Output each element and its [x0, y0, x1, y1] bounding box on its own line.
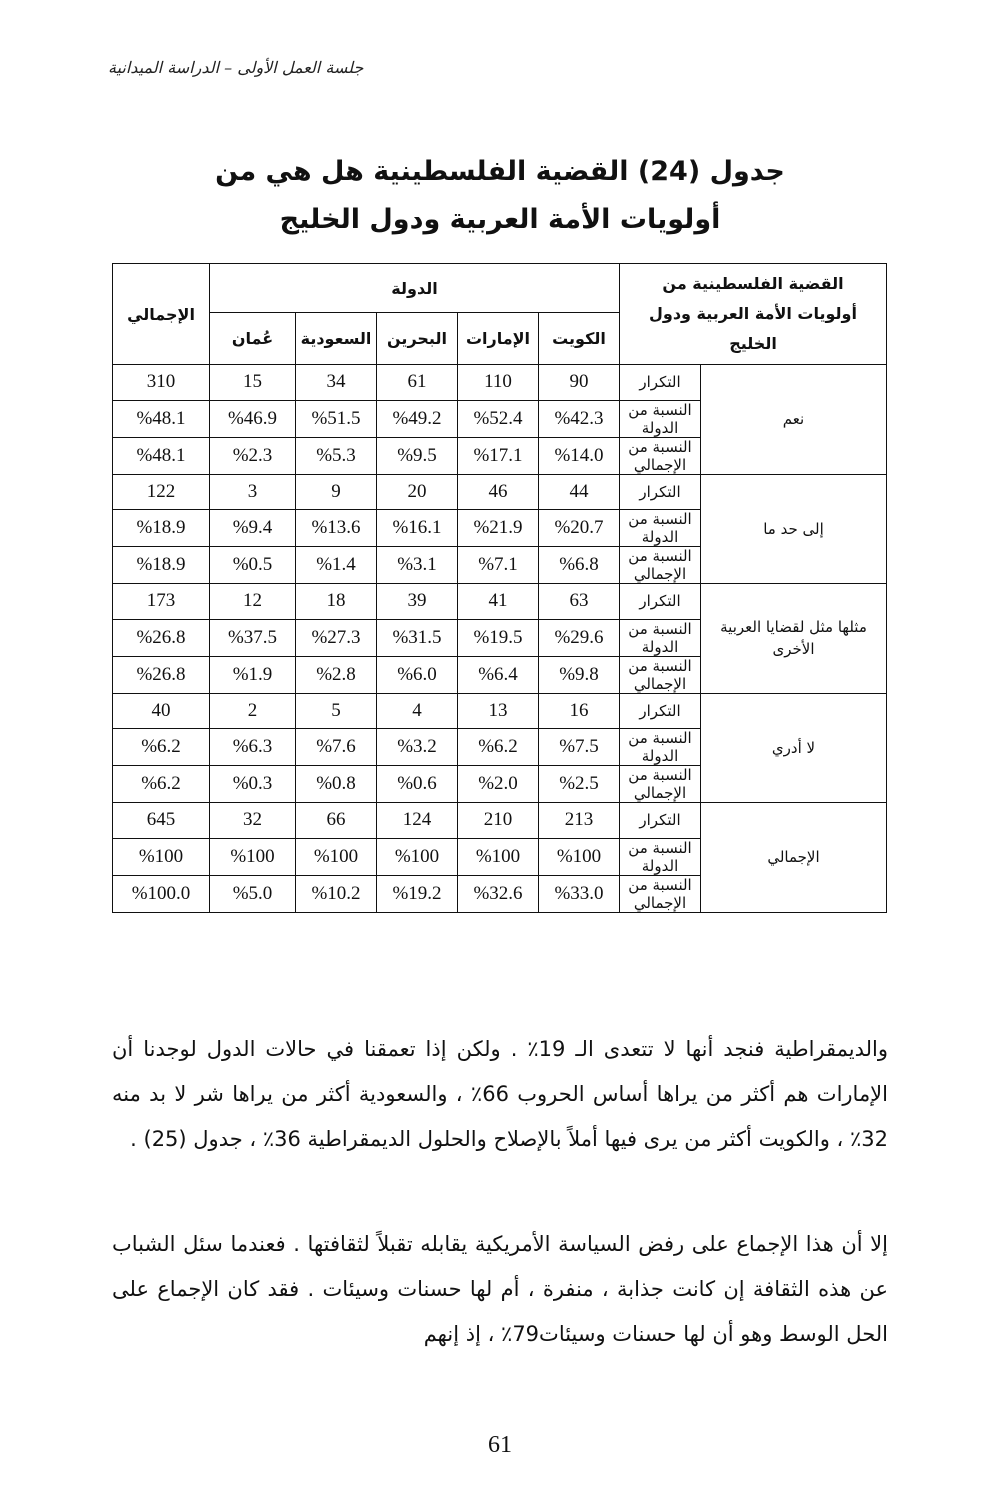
table-cell: %51.5: [296, 400, 377, 437]
total-header: الإجمالي: [113, 264, 210, 365]
country-header: الكويت: [539, 313, 620, 365]
country-header: البحرين: [377, 313, 458, 365]
table-cell: 4: [377, 693, 458, 729]
paragraph-1: والديمقراطية فنجد أنها لا تتعدى الـ 19٪ . ولكن إذا تعمقنا في حالات الدول لوجدنا أن الإمارات هم أكثر من يراها أساس الحروب 66٪ ، والسعودية أكثر من يراها شر لا بد منه 32٪ ، والكويت أكثر من يرى فيها أملاً بالإصلاح والحلول الديمقراطية 36٪ ، جدول (25) .: [112, 1037, 888, 1151]
table-cell: %5.3: [296, 437, 377, 474]
country-header: السعودية: [296, 313, 377, 365]
table-cell: %6.0: [377, 656, 458, 693]
row-label: النسبة من الإجمالي: [620, 547, 701, 584]
row-label: النسبة من الإجمالي: [620, 656, 701, 693]
table-cell: %16.1: [377, 510, 458, 547]
table-cell: 3: [210, 474, 296, 510]
table-row: [113, 474, 887, 510]
total-cell: %26.8: [113, 656, 210, 693]
answer-group-label: نعم: [701, 365, 887, 475]
row-label: النسبة من الإجمالي: [620, 766, 701, 803]
table-cell: %17.1: [458, 437, 539, 474]
table-row: [113, 584, 887, 620]
table-cell: %2.5: [539, 766, 620, 803]
paragraph-2: إلا أن هذا الإجماع على رفض السياسة الأمريكية يقابله تقبلاً لثقافتها . فعندما سئل الشباب عن هذه الثقافة إن كانت جذابة ، منفرة ، أم لها حسنات وسيئات . فقد كان الإجماع على الحل الوسط وهو أن لها حسنات وسيئات79٪ ، إذ إنهم: [112, 1232, 888, 1346]
table-cell: 34: [296, 365, 377, 401]
table-cell: %32.6: [458, 875, 539, 912]
country-header: عُمان: [210, 313, 296, 365]
answer-group-label: إلى حد ما: [701, 474, 887, 584]
total-cell: %26.8: [113, 619, 210, 656]
table-cell: 213: [539, 803, 620, 839]
row-label: النسبة من الإجمالي: [620, 437, 701, 474]
total-cell: %6.2: [113, 729, 210, 766]
table-row: [113, 803, 887, 839]
total-cell: %100: [113, 838, 210, 875]
table-cell: %3.1: [377, 547, 458, 584]
table-cell: 16: [539, 693, 620, 729]
answer-group-label: مثلها مثل لقضايا العربية الأخرى: [701, 584, 887, 694]
row-label: النسبة من الدولة: [620, 838, 701, 875]
running-header: جلسة العمل الأولى – الدراسة الميدانية: [108, 58, 364, 77]
table-cell: %31.5: [377, 619, 458, 656]
table-cell: 15: [210, 365, 296, 401]
table-cell: %37.5: [210, 619, 296, 656]
table-cell: %2.8: [296, 656, 377, 693]
row-label: التكرار: [620, 803, 701, 839]
table-cell: 110: [458, 365, 539, 401]
table-cell: %7.1: [458, 547, 539, 584]
table-title-line-2: أولويات الأمة العربية ودول الخليج: [279, 204, 721, 235]
table-cell: %7.6: [296, 729, 377, 766]
total-cell: %6.2: [113, 766, 210, 803]
table-cell: 124: [377, 803, 458, 839]
total-cell: %18.9: [113, 510, 210, 547]
table-body: [113, 365, 887, 913]
table-cell: 46: [458, 474, 539, 510]
row-label: التكرار: [620, 365, 701, 401]
table-cell: %14.0: [539, 437, 620, 474]
table-cell: %0.3: [210, 766, 296, 803]
table-cell: %100: [296, 838, 377, 875]
table-cell: %1.4: [296, 547, 377, 584]
table-cell: %20.7: [539, 510, 620, 547]
total-cell: 645: [113, 803, 210, 839]
total-cell: %48.1: [113, 437, 210, 474]
table-cell: %19.2: [377, 875, 458, 912]
table-cell: 20: [377, 474, 458, 510]
table-cell: %0.8: [296, 766, 377, 803]
table-cell: %0.5: [210, 547, 296, 584]
table-cell: 12: [210, 584, 296, 620]
table-cell: %1.9: [210, 656, 296, 693]
table-title: [150, 148, 850, 244]
table-cell: 210: [458, 803, 539, 839]
table-cell: %13.6: [296, 510, 377, 547]
table-cell: 61: [377, 365, 458, 401]
question-header: القضية الفلسطينية من أولويات الأمة العربية ودول الخليج: [620, 264, 887, 365]
table-cell: %42.3: [539, 400, 620, 437]
table-cell: %100: [377, 838, 458, 875]
table-cell: %6.8: [539, 547, 620, 584]
country-header: الإمارات: [458, 313, 539, 365]
table-cell: %9.5: [377, 437, 458, 474]
table-cell: %6.2: [458, 729, 539, 766]
table-cell: %19.5: [458, 619, 539, 656]
table-cell: 32: [210, 803, 296, 839]
table-title-line-1: جدول (24) القضية الفلسطينية هل هي من: [215, 156, 785, 187]
table-cell: %5.0: [210, 875, 296, 912]
table-cell: 18: [296, 584, 377, 620]
table-cell: %9.8: [539, 656, 620, 693]
table-cell: %6.4: [458, 656, 539, 693]
row-label: التكرار: [620, 584, 701, 620]
table-cell: 90: [539, 365, 620, 401]
table-row: [113, 693, 887, 729]
total-cell: %100.0: [113, 875, 210, 912]
table-cell: %10.2: [296, 875, 377, 912]
table-row: [113, 365, 887, 401]
row-label: النسبة من الدولة: [620, 400, 701, 437]
table-cell: %7.5: [539, 729, 620, 766]
answer-group-label: لا أدري: [701, 693, 887, 803]
table-cell: %3.2: [377, 729, 458, 766]
table-cell: %100: [210, 838, 296, 875]
table-cell: %100: [539, 838, 620, 875]
table-cell: %52.4: [458, 400, 539, 437]
total-cell: 173: [113, 584, 210, 620]
total-cell: 310: [113, 365, 210, 401]
table-cell: 39: [377, 584, 458, 620]
row-label: النسبة من الدولة: [620, 729, 701, 766]
row-label: النسبة من الدولة: [620, 619, 701, 656]
table-cell: %21.9: [458, 510, 539, 547]
table-cell: %9.4: [210, 510, 296, 547]
row-label: النسبة من الإجمالي: [620, 875, 701, 912]
table-cell: %2.3: [210, 437, 296, 474]
table-cell: %29.6: [539, 619, 620, 656]
page-number: 61: [488, 1432, 512, 1458]
answer-group-label: الإجمالي: [701, 803, 887, 913]
row-label: التكرار: [620, 474, 701, 510]
table-cell: 13: [458, 693, 539, 729]
state-header: الدولة: [210, 264, 620, 313]
total-cell: 122: [113, 474, 210, 510]
table-cell: 41: [458, 584, 539, 620]
table-cell: %6.3: [210, 729, 296, 766]
row-label: النسبة من الدولة: [620, 510, 701, 547]
table-cell: %49.2: [377, 400, 458, 437]
table-cell: %0.6: [377, 766, 458, 803]
table-cell: 44: [539, 474, 620, 510]
total-cell: %18.9: [113, 547, 210, 584]
table-cell: %33.0: [539, 875, 620, 912]
table-cell: 66: [296, 803, 377, 839]
table-cell: %2.0: [458, 766, 539, 803]
total-cell: 40: [113, 693, 210, 729]
total-cell: %48.1: [113, 400, 210, 437]
table-cell: 5: [296, 693, 377, 729]
survey-table: [112, 263, 887, 913]
table-cell: 63: [539, 584, 620, 620]
row-label: التكرار: [620, 693, 701, 729]
table-cell: 2: [210, 693, 296, 729]
table-cell: %100: [458, 838, 539, 875]
table-cell: %27.3: [296, 619, 377, 656]
table-cell: %46.9: [210, 400, 296, 437]
table-cell: 9: [296, 474, 377, 510]
